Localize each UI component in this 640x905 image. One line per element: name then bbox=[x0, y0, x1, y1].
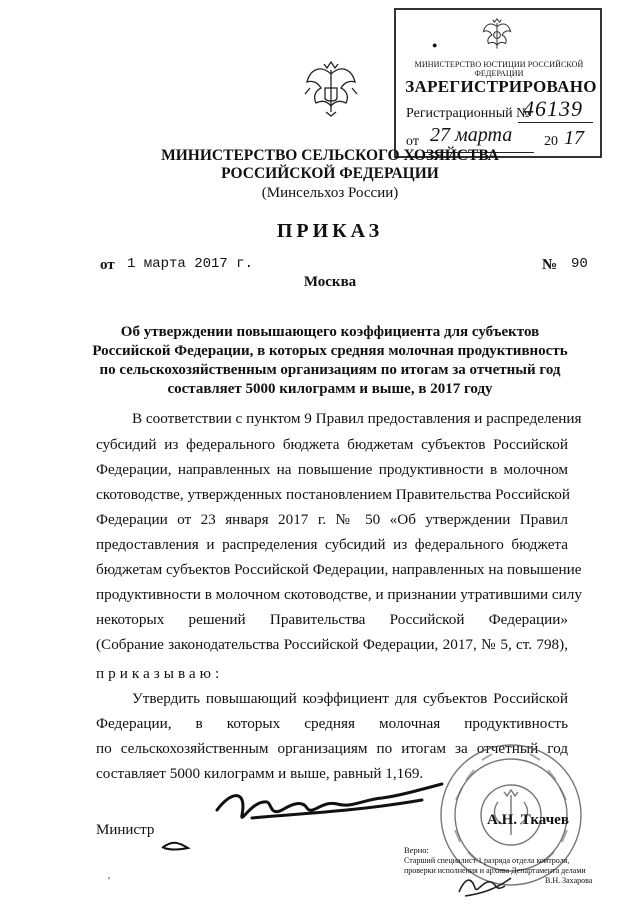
margin-mark: ʹ bbox=[108, 876, 111, 887]
stamp-date-label: от bbox=[406, 134, 419, 149]
stamp-mark: ● bbox=[432, 40, 438, 50]
minister-name: А.Н. Ткачев bbox=[487, 812, 569, 828]
order-number-sign: № bbox=[542, 257, 558, 273]
body-line: продуктивности в молочном скотоводстве, и признании утратившими силу bbox=[96, 586, 582, 603]
certification-title: Верно: bbox=[404, 845, 429, 855]
order-date-prefix: от bbox=[100, 257, 115, 273]
body-line: некоторых решений Правительства Российской Федерации» bbox=[96, 611, 568, 628]
handwritten-signature-icon bbox=[212, 770, 452, 840]
stamp-reg-number-underline bbox=[518, 122, 593, 123]
order-title: ПРИКАЗ bbox=[276, 220, 384, 242]
double-headed-eagle-icon bbox=[480, 16, 514, 54]
order-subject-line: по сельскохозяйственным организациям по итогам за отчетный год bbox=[99, 362, 561, 378]
order-subject-line: составляет 5000 килограмм и выше, в 2017 году bbox=[167, 381, 493, 397]
ministry-name-line1: МИНИСТЕРСТВО СЕЛЬСКОГО ХОЗЯЙСТВА bbox=[161, 147, 499, 164]
stamp-registered: ЗАРЕГИСТРИРОВАНО bbox=[405, 77, 597, 96]
body-line: (Собрание законодательства Российской Федерации, 2017, № 5, ст. 798), bbox=[96, 636, 568, 653]
minister-position: Министр bbox=[96, 822, 155, 838]
order-subject-line: Российской Федерации, в которых средняя молочная продуктивность bbox=[92, 343, 568, 359]
certification-line: Старший специалист 1 разряда отдела контроля, bbox=[404, 856, 570, 865]
stamp-reg-number-label: Регистрационный № bbox=[406, 106, 530, 121]
body-line: Федерации от 23 января 2017 г. № 50 «Об утверждении Правил bbox=[96, 511, 568, 528]
stamp-year-prefix: 20 bbox=[544, 134, 558, 149]
stamp-year-suffix: 17 bbox=[564, 127, 584, 149]
body-line: субсидий из федерального бюджета бюджетам субъектов Российской bbox=[96, 436, 568, 453]
signature-mark-icon bbox=[158, 838, 198, 858]
certification-name: В.Н. Захарова bbox=[545, 876, 593, 885]
body-line: Федерации, направленных на повышение продуктивности в молочном bbox=[96, 461, 568, 478]
certification-line: проверки исполнения и архива Департамента делами bbox=[404, 866, 586, 875]
stamp-date-value: 27 марта bbox=[430, 124, 513, 146]
certification-signature-icon bbox=[455, 868, 515, 900]
order-subject-line: Об утверждении повышающего коэффициента для субъектов bbox=[120, 324, 540, 340]
registration-stamp bbox=[394, 8, 602, 158]
decision-line: Федерации, в которых средняя молочная продуктивность bbox=[96, 715, 568, 732]
stamp-reg-number-value: 46139 bbox=[523, 96, 583, 121]
body-line: скотоводстве, утвержденных постановлением Правительства Российской bbox=[96, 486, 571, 503]
decree-word: приказываю: bbox=[96, 665, 224, 682]
body-line: предоставления и распределения субсидий из федерального бюджета bbox=[96, 536, 568, 553]
order-date: 1 марта 2017 г. bbox=[127, 256, 254, 272]
decision-line: составляет 5000 килограмм и выше, равный 1,169. bbox=[96, 765, 424, 782]
ministry-name-line2: РОССИЙСКОЙ ФЕДЕРАЦИИ bbox=[221, 165, 439, 182]
body-line: В соответствии с пунктом 9 Правил предоставления и распределения bbox=[132, 410, 582, 427]
decision-line: Утвердить повышающий коэффициент для субъектов Российской bbox=[132, 690, 568, 707]
ministry-short-name: (Минсельхоз России) bbox=[261, 185, 399, 201]
double-headed-eagle-icon bbox=[302, 58, 360, 120]
stamp-ministry: МИНИСТЕРСТВО ЮСТИЦИИ РОССИЙСКОЙ ФЕДЕРАЦИИ bbox=[414, 60, 584, 78]
decision-line: по сельскохозяйственным организациям по итогам за отчетный год bbox=[96, 740, 568, 757]
body-line: бюджетам субъектов Российской Федерации, направленных на повышение bbox=[96, 561, 582, 578]
order-city: Москва bbox=[303, 274, 357, 290]
order-number: 90 bbox=[571, 256, 588, 272]
